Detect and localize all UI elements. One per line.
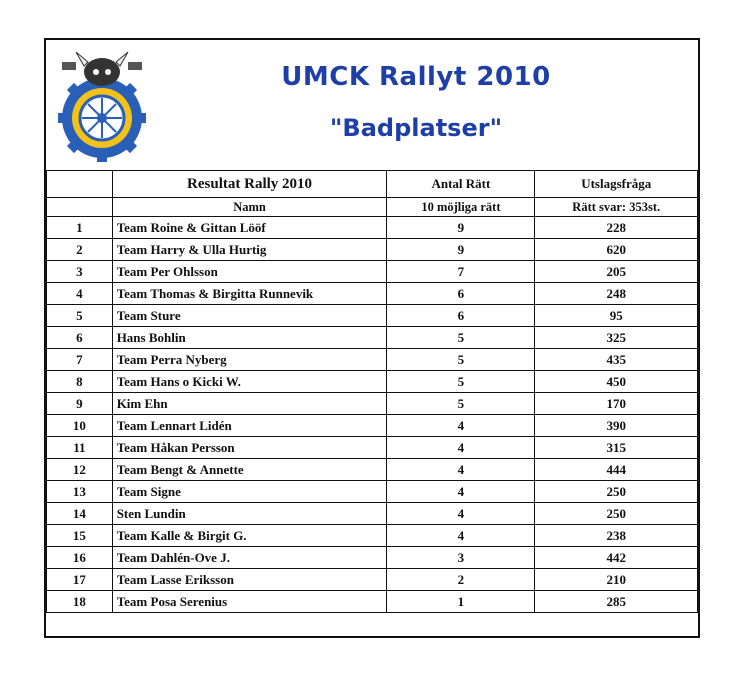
- correct-cell: 5: [387, 393, 535, 415]
- tiebreak-cell: 205: [535, 261, 698, 283]
- name-cell: Team Sture: [112, 305, 387, 327]
- table-row: [47, 591, 698, 613]
- header-row-sub: [47, 198, 698, 217]
- rank-cell: 10: [47, 415, 113, 437]
- col-rank-header: [47, 171, 113, 198]
- table-row: [47, 569, 698, 591]
- tiebreak-cell: 170: [535, 393, 698, 415]
- col-name-header: Resultat Rally 2010: [112, 171, 387, 198]
- name-cell: Team Harry & Ulla Hurtig: [112, 239, 387, 261]
- rank-cell: 6: [47, 327, 113, 349]
- tiebreak-cell: 210: [535, 569, 698, 591]
- tiebreak-cell: 248: [535, 283, 698, 305]
- table-row: [47, 393, 698, 415]
- tiebreak-cell: 250: [535, 481, 698, 503]
- name-cell: Team Roine & Gittan Lööf: [112, 217, 387, 239]
- name-cell: Team Bengt & Annette: [112, 459, 387, 481]
- name-cell: Team Dahlén-Ove J.: [112, 547, 387, 569]
- correct-cell: 5: [387, 349, 535, 371]
- col-correct-header: Antal Rätt: [387, 171, 535, 198]
- table-row: [47, 239, 698, 261]
- col-correct-subheader: 10 möjliga rätt: [387, 198, 535, 217]
- name-cell: Team Thomas & Birgitta Runnevik: [112, 283, 387, 305]
- correct-cell: 6: [387, 283, 535, 305]
- table-row: [47, 459, 698, 481]
- rank-cell: 9: [47, 393, 113, 415]
- header-row-top: [47, 171, 698, 198]
- tiebreak-cell: 238: [535, 525, 698, 547]
- gear-icon: [58, 74, 146, 162]
- tiebreak-cell: 390: [535, 415, 698, 437]
- rank-cell: 18: [47, 591, 113, 613]
- tiebreak-cell: 250: [535, 503, 698, 525]
- correct-cell: 4: [387, 525, 535, 547]
- name-cell: Team Lasse Eriksson: [112, 569, 387, 591]
- rank-cell: 3: [47, 261, 113, 283]
- rank-cell: 13: [47, 481, 113, 503]
- table-row: [47, 503, 698, 525]
- sheet-header: [46, 40, 698, 171]
- table-row: [47, 305, 698, 327]
- name-cell: Team Perra Nyberg: [112, 349, 387, 371]
- table-row: [47, 327, 698, 349]
- tiebreak-cell: 620: [535, 239, 698, 261]
- rank-cell: 12: [47, 459, 113, 481]
- correct-cell: 4: [387, 503, 535, 525]
- tiebreak-cell: 450: [535, 371, 698, 393]
- col-name-subheader: Namn: [112, 198, 387, 217]
- name-cell: Team Kalle & Birgit G.: [112, 525, 387, 547]
- tiebreak-cell: 325: [535, 327, 698, 349]
- correct-cell: 5: [387, 371, 535, 393]
- tiebreak-cell: 228: [535, 217, 698, 239]
- correct-cell: 9: [387, 217, 535, 239]
- rank-cell: 1: [47, 217, 113, 239]
- correct-cell: 4: [387, 459, 535, 481]
- rank-cell: 5: [47, 305, 113, 327]
- name-cell: Sten Lundin: [112, 503, 387, 525]
- name-cell: Team Posa Serenius: [112, 591, 387, 613]
- name-cell: Team Per Ohlsson: [112, 261, 387, 283]
- table-row: [47, 217, 698, 239]
- tiebreak-cell: 95: [535, 305, 698, 327]
- table-row: [47, 283, 698, 305]
- rank-cell: 17: [47, 569, 113, 591]
- correct-cell: 4: [387, 481, 535, 503]
- name-cell: Kim Ehn: [112, 393, 387, 415]
- table-row: [47, 371, 698, 393]
- correct-cell: 9: [387, 239, 535, 261]
- tiebreak-cell: 435: [535, 349, 698, 371]
- table-row: [47, 261, 698, 283]
- correct-cell: 4: [387, 415, 535, 437]
- col-tiebreak-header: Utslagsfråga: [535, 171, 698, 198]
- rank-cell: 4: [47, 283, 113, 305]
- table-row: [47, 349, 698, 371]
- rank-cell: 2: [47, 239, 113, 261]
- tiebreak-cell: 315: [535, 437, 698, 459]
- name-cell: Hans Bohlin: [112, 327, 387, 349]
- rank-cell: 14: [47, 503, 113, 525]
- tiebreak-cell: 442: [535, 547, 698, 569]
- correct-cell: 5: [387, 327, 535, 349]
- table-row: [47, 415, 698, 437]
- results-table: [46, 170, 698, 613]
- tiebreak-cell: 444: [535, 459, 698, 481]
- table-row: [47, 481, 698, 503]
- page-title: UMCK Rallyt 2010: [281, 62, 551, 92]
- col-tiebreak-subheader: Rätt svar: 353st.: [535, 198, 698, 217]
- correct-cell: 2: [387, 569, 535, 591]
- rank-cell: 8: [47, 371, 113, 393]
- rank-cell: 7: [47, 349, 113, 371]
- page-subtitle: "Badplatser": [329, 114, 503, 142]
- name-cell: Team Lennart Lidén: [112, 415, 387, 437]
- results-sheet: [44, 38, 700, 638]
- name-cell: Team Signe: [112, 481, 387, 503]
- name-cell: Team Hans o Kicki W.: [112, 371, 387, 393]
- rank-cell: 16: [47, 547, 113, 569]
- correct-cell: 7: [387, 261, 535, 283]
- correct-cell: 1: [387, 591, 535, 613]
- tiebreak-cell: 285: [535, 591, 698, 613]
- correct-cell: 4: [387, 437, 535, 459]
- rank-cell: 11: [47, 437, 113, 459]
- name-cell: Team Håkan Persson: [112, 437, 387, 459]
- umck-logo: [52, 46, 152, 164]
- table-row: [47, 437, 698, 459]
- rank-cell: 15: [47, 525, 113, 547]
- correct-cell: 3: [387, 547, 535, 569]
- table-row: [47, 547, 698, 569]
- col-rank-subheader: [47, 198, 113, 217]
- correct-cell: 6: [387, 305, 535, 327]
- viking-icon: [62, 52, 142, 86]
- table-row: [47, 525, 698, 547]
